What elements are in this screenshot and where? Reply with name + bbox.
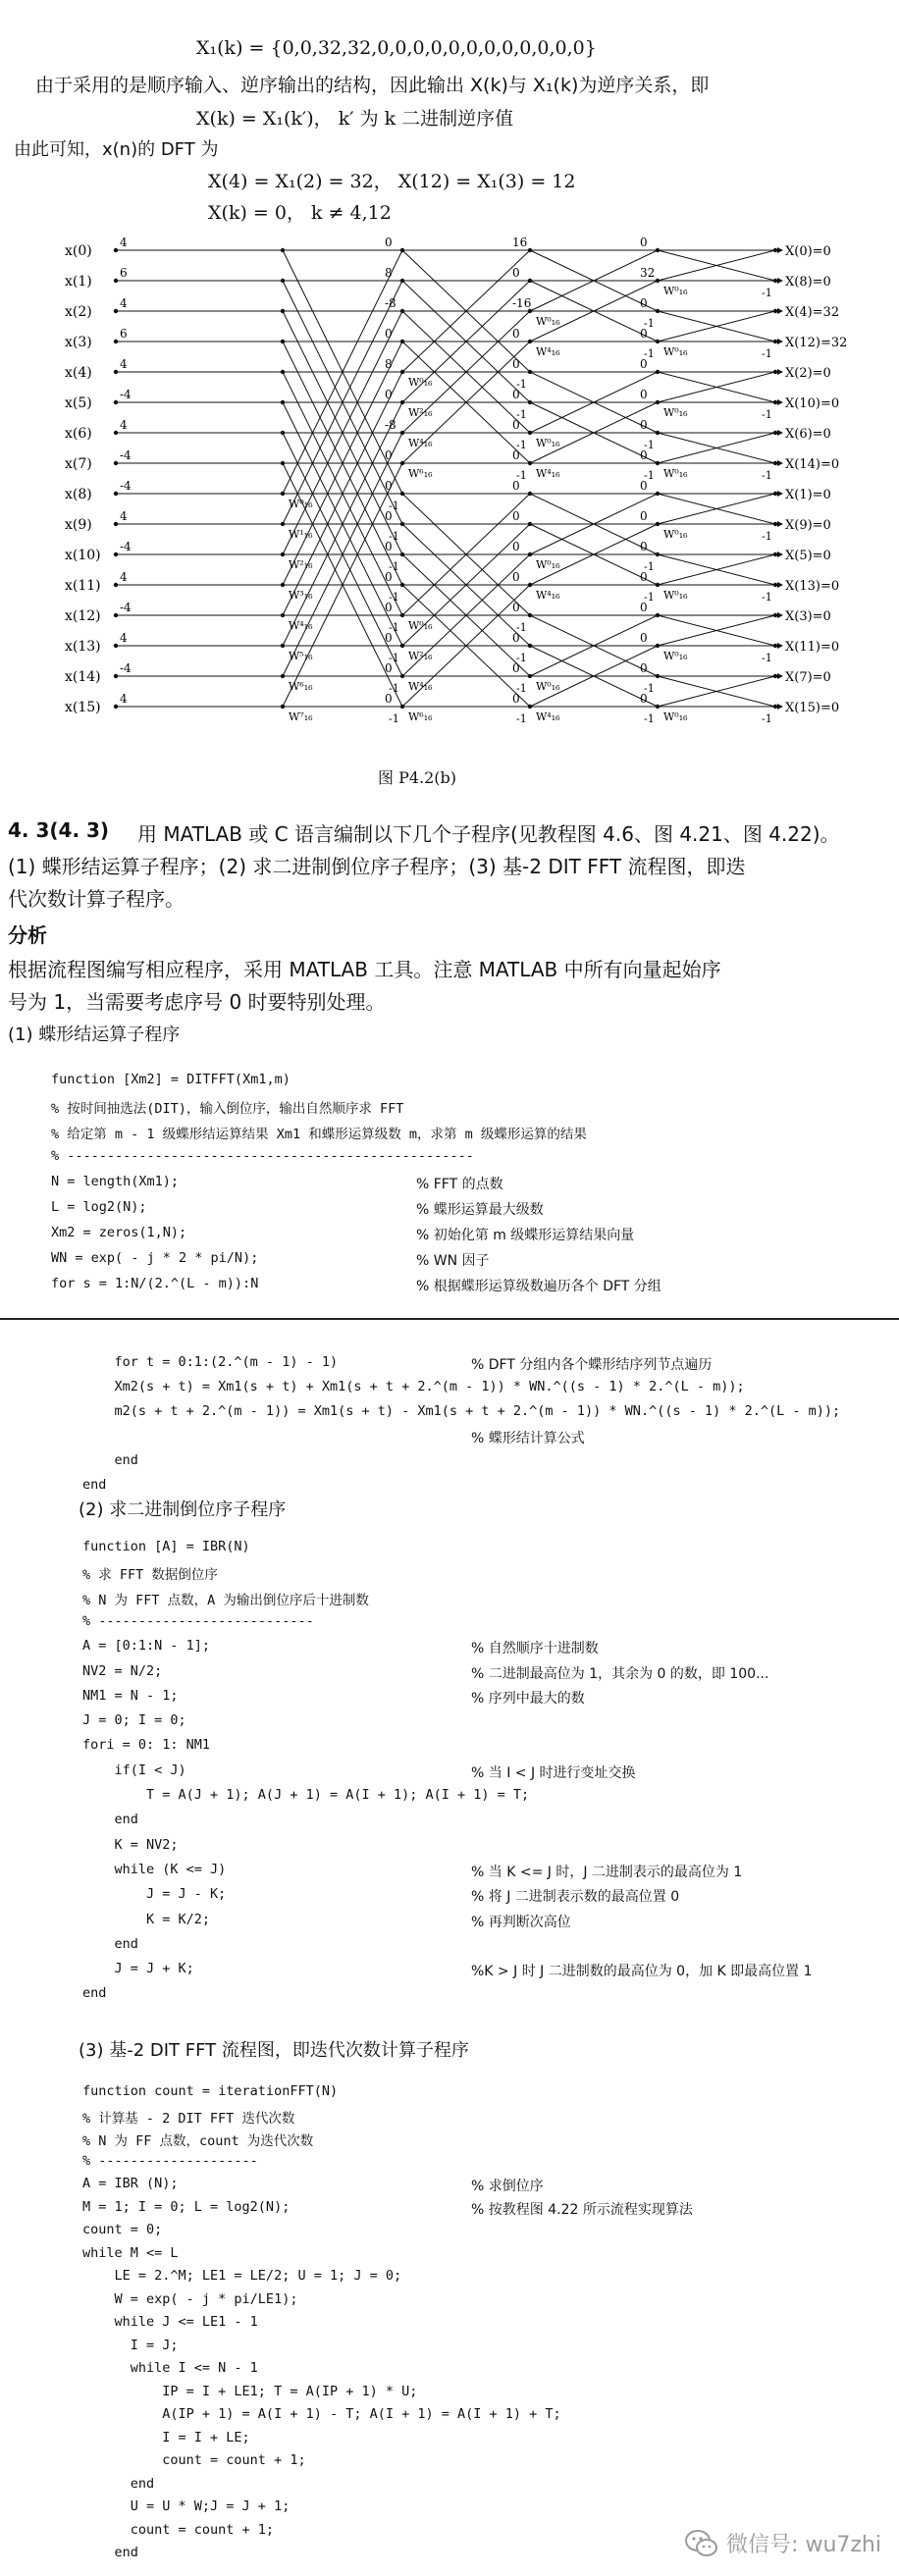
analysis-text-2: 号为 1，当需要考虑序号 0 时要特别处理。 — [8, 990, 386, 1014]
input-value: -4 — [120, 601, 132, 614]
minus-one-label: -1 — [516, 682, 527, 695]
stage-value: 0 — [385, 661, 393, 675]
arrow-head — [777, 491, 783, 497]
code-line: LE = 2.^M; LE1 = LE/2; U = 1; J = 0; — [82, 2268, 402, 2284]
page-bottom — [0, 1333, 899, 2576]
stage-value: 16 — [512, 236, 528, 249]
code-line: U = U * W;J = J + 1; — [82, 2498, 291, 2514]
minus-one-label: -1 — [644, 347, 655, 360]
minus-one-label: -1 — [644, 682, 655, 695]
minus-one-label: -1 — [389, 652, 399, 664]
stage-value: 0 — [385, 388, 393, 401]
code-comment: % 再判断次高位 — [471, 1914, 571, 1930]
arrow-head — [777, 399, 783, 405]
code-line: J = J + K; — [82, 1961, 194, 1977]
text-dft-intro: 由此可知，x(n)的 DFT 为 — [14, 139, 219, 160]
stage-value: 0 — [512, 509, 520, 523]
stage-value: 8 — [385, 357, 393, 371]
code-line: A = [0:1:N - 1]; — [82, 1638, 211, 1655]
input-value: 4 — [120, 357, 128, 371]
output-label: X(9)=0 — [785, 518, 831, 533]
input-label: x(9) — [65, 517, 92, 533]
stage-value: 0 — [512, 357, 520, 371]
code-line: m2(s + t + 2.^(m - 1)) = Xm1(s + t) - Xm1(s + t + 2.^(m - 1)) * WN.^((s - 1) * 2.^(L - m)); — [82, 1403, 841, 1419]
code-line: fori = 0: 1: NM1 — [82, 1737, 211, 1754]
code-comment: % 二进制最高位为 1，其余为 0 的数，即 100... — [471, 1665, 769, 1682]
minus-one-label: -1 — [644, 712, 655, 725]
stage-value: 0 — [640, 327, 648, 341]
minus-one-label: -1 — [516, 712, 527, 725]
code-line: J = J - K; — [82, 1886, 227, 1903]
code-line: A = IBR (N); — [82, 2176, 179, 2191]
code-line: while M <= L — [82, 2244, 179, 2261]
input-value: 4 — [120, 296, 128, 310]
input-label: x(15) — [65, 700, 101, 715]
arrow-head — [777, 704, 783, 710]
page-divider — [0, 1318, 899, 1320]
code-comment: % DFT 分组内各个蝶形结序列节点遍历 — [471, 1357, 713, 1373]
input-label: x(5) — [65, 395, 92, 411]
input-value: -4 — [120, 661, 132, 675]
minus-one-label: -1 — [762, 469, 772, 482]
stage-value: -8 — [385, 418, 397, 432]
code-line: while J <= LE1 - 1 — [82, 2314, 258, 2330]
wechat-icon — [685, 2529, 718, 2558]
minus-one-label: -1 — [762, 591, 772, 604]
twiddle-factor: W⁰₁₆ — [663, 285, 688, 297]
analysis-title: 分析 — [8, 923, 47, 947]
equation-relation: X(k) = X₁(k′)， k′ 为 k 二进制逆序值 — [196, 108, 514, 130]
code-comment: % 求倒位序 — [471, 2179, 544, 2194]
minus-one-label: -1 — [516, 621, 527, 634]
arrow-head — [777, 308, 783, 314]
twiddle-factor: W⁰₁₆ — [663, 406, 688, 419]
arrow-head — [777, 612, 783, 618]
watermark — [685, 2528, 881, 2558]
twiddle-factor: W⁷₁₆ — [289, 710, 313, 723]
stage-value: 0 — [640, 692, 648, 706]
input-label: x(2) — [65, 304, 92, 320]
minus-one-label: -1 — [516, 408, 527, 421]
stage-value: 0 — [512, 327, 520, 341]
minus-one-label: -1 — [516, 378, 527, 391]
twiddle-factor: W²₁₆ — [408, 406, 433, 419]
stage-value: 0 — [512, 601, 520, 614]
output-label: X(1)=0 — [785, 488, 831, 502]
arrow-head — [777, 521, 783, 527]
code-comment: % 序列中最大的数 — [471, 1690, 585, 1707]
analysis-text-1: 根据流程图编写相应程序，采用 MATLAB 工具。注意 MATLAB 中所有向量起始序 — [8, 958, 721, 981]
twiddle-factor: W⁶₁₆ — [408, 710, 433, 723]
equation-dft-zero: X(k) = 0， k ≠ 4,12 — [208, 202, 392, 224]
equation-x1-values: X₁(k) = {0,0,32,32,0,0,0,0,0,0,0,0,0,0,0,0} — [196, 37, 597, 59]
code-line: M = 1; I = 0; L = log2(N); — [82, 2198, 291, 2215]
input-label: x(14) — [65, 669, 101, 685]
input-value: 6 — [120, 266, 128, 280]
stage-value: 0 — [512, 692, 520, 706]
stage-value: 0 — [640, 540, 648, 553]
code-line: A(IP + 1) = A(I + 1) - T; A(I + 1) = A(I + 1) + T; — [82, 2406, 561, 2422]
code-comment: % 将 J 二进制表示数的最高位置 0 — [471, 1889, 680, 1906]
stage-value: 0 — [512, 479, 520, 493]
problem-text-1: 用 MATLAB 或 C 语言编制以下几个子程序(见教程图 4.6、图 4.21、图 4.22)。 — [137, 822, 840, 846]
arrow-head — [777, 552, 783, 557]
code-line: function [Xm2] = DITFFT(Xm1,m) — [51, 1072, 291, 1087]
input-label: x(12) — [65, 608, 101, 624]
code-line: while I <= N - 1 — [82, 2360, 258, 2376]
twiddle-factor: W⁰₁₆ — [663, 710, 688, 723]
code-line: % -------------------- — [82, 2152, 258, 2169]
arrow-head — [777, 339, 783, 344]
code-comment: % 蝶形结计算公式 — [471, 1431, 585, 1446]
minus-one-label: -1 — [762, 287, 772, 299]
output-label: X(10)=0 — [785, 396, 840, 411]
twiddle-factor: W⁰₁₆ — [663, 467, 688, 480]
input-value: -4 — [120, 479, 132, 493]
code-line: NV2 = N/2; — [82, 1662, 163, 1679]
stage-value: 0 — [385, 692, 393, 706]
minus-one-label: -1 — [762, 652, 772, 664]
code-comment: % WN 因子 — [416, 1253, 490, 1269]
stage-value: 0 — [512, 418, 520, 432]
butterfly-diagram — [0, 231, 899, 761]
stage-value: 0 — [512, 448, 520, 462]
stage-value: 0 — [385, 479, 393, 493]
code-line: K = K/2; — [82, 1911, 211, 1927]
arrow-head — [777, 278, 783, 284]
stage-value: 0 — [640, 661, 648, 675]
code-line: W = exp( - j * pi/LE1); — [82, 2290, 298, 2307]
output-label: X(12)=32 — [785, 336, 848, 350]
arrow-head — [777, 643, 783, 649]
code-comment: % 当 I < J 时进行变址交换 — [471, 1764, 636, 1781]
stage-value: 0 — [385, 601, 393, 614]
code-line: count = count + 1; — [82, 2452, 306, 2468]
stage-value: 0 — [640, 236, 648, 249]
stage-value: 32 — [640, 266, 656, 280]
code-line: count = count + 1; — [82, 2521, 275, 2538]
output-label: X(13)=0 — [785, 579, 840, 594]
output-label: X(15)=0 — [785, 701, 840, 715]
code-line: end — [82, 2545, 138, 2560]
stage-value: 0 — [640, 448, 648, 462]
stage-value: 0 — [385, 570, 393, 584]
input-label: x(11) — [65, 578, 101, 594]
input-label: x(4) — [65, 365, 92, 381]
input-value: 4 — [120, 509, 128, 523]
input-value: -4 — [120, 540, 132, 553]
twiddle-factor: W²₁₆ — [408, 650, 433, 662]
minus-one-label: -1 — [516, 439, 527, 451]
input-label: x(3) — [65, 335, 92, 350]
code-line: % 求 FFT 数据倒位序 — [82, 1567, 218, 1584]
code-comment: % 自然顺序十进制数 — [471, 1641, 599, 1657]
stage-value: 0 — [640, 388, 648, 401]
code-line: for s = 1:N/(2.^(L - m)):N — [51, 1276, 259, 1291]
minus-one-label: -1 — [389, 591, 399, 604]
input-value: 6 — [120, 327, 128, 341]
output-label: X(2)=0 — [785, 366, 831, 381]
input-label: x(10) — [65, 548, 101, 563]
twiddle-factor: W²₁₆ — [289, 558, 313, 571]
code-line: end — [82, 1935, 138, 1952]
code-comment: %K > J 时 J 二进制数的最高位为 0，加 K 即最高位置 1 — [471, 1964, 813, 1980]
input-label: x(7) — [65, 456, 92, 472]
stage-value: 0 — [512, 570, 520, 584]
output-label: X(0)=0 — [785, 244, 831, 259]
code-comment: % 根据蝶形运算级数遍历各个 DFT 分组 — [416, 1279, 661, 1294]
code-line: NM1 = N - 1; — [82, 1687, 179, 1704]
code-line: end — [82, 1452, 138, 1468]
output-label: X(5)=0 — [785, 549, 831, 563]
twiddle-factor: W⁴₁₆ — [536, 467, 560, 480]
equation-dft-values: X(4) = X₁(2) = 32， X(12) = X₁(3) = 12 — [208, 171, 576, 192]
twiddle-factor: W⁴₁₆ — [408, 680, 433, 693]
twiddle-factor: W⁰₁₆ — [289, 498, 313, 510]
code-line: end — [82, 1812, 138, 1828]
minus-one-label: -1 — [644, 469, 655, 482]
code-comment: % 当 K <= J 时，J 二进制表示的最高位为 1 — [471, 1864, 743, 1880]
twiddle-factor: W⁴₁₆ — [408, 437, 433, 449]
code-line: N = length(Xm1); — [51, 1174, 180, 1189]
arrow-head — [777, 460, 783, 466]
watermark-text: 微信号: wu7zhi — [726, 2533, 881, 2557]
stage-value: -16 — [512, 296, 532, 310]
input-value: 4 — [120, 631, 128, 645]
minus-one-label: -1 — [762, 530, 772, 543]
input-value: 4 — [120, 418, 128, 432]
twiddle-factor: W⁰₁₆ — [663, 345, 688, 358]
input-label: x(6) — [65, 426, 92, 442]
subsection-3-title: (3) 基-2 DIT FFT 流程图，即迭代次数计算子程序 — [79, 2040, 469, 2061]
output-label: X(11)=0 — [785, 640, 840, 655]
minus-one-label: -1 — [389, 530, 399, 543]
stage-value: 0 — [512, 266, 520, 280]
code-line: count = 0; — [82, 2222, 163, 2237]
stage-value: 0 — [640, 601, 648, 614]
code-comment: % 初始化第 m 级蝶形运算结果向量 — [416, 1228, 635, 1243]
twiddle-factor: W⁰₁₆ — [663, 589, 688, 602]
arrow-head — [777, 673, 783, 679]
output-label: X(8)=0 — [785, 275, 831, 289]
minus-one-label: -1 — [389, 621, 399, 634]
arrow-head — [777, 369, 783, 375]
code-comment: % 蝶形运算最大级数 — [416, 1202, 544, 1218]
code-line: function count = iterationFFT(N) — [82, 2083, 339, 2099]
minus-one-label: -1 — [644, 560, 655, 573]
problem-number: 4. 3(4. 3) — [8, 818, 110, 842]
code-line: % --------------------------- — [82, 1612, 314, 1629]
minus-one-label: -1 — [762, 408, 772, 421]
stage-value: 0 — [640, 631, 648, 645]
code-line: IP = I + LE1; T = A(IP + 1) * U; — [82, 2383, 418, 2399]
butterfly-figure — [0, 231, 899, 761]
code-line: J = 0; I = 0; — [82, 1712, 186, 1729]
code-line: for t = 0:1:(2.^(m - 1) - 1) — [82, 1354, 339, 1370]
problem-text-3: 代次数计算子程序。 — [8, 887, 185, 911]
twiddle-factor: W⁰₁₆ — [408, 376, 433, 389]
stage-value: 0 — [640, 357, 648, 371]
input-value: 4 — [120, 570, 128, 584]
stage-value: -8 — [385, 296, 397, 310]
arrow-head — [777, 430, 783, 436]
stage-value: 0 — [640, 418, 648, 432]
arrow-head — [777, 247, 783, 253]
stage-value: 0 — [385, 540, 393, 553]
code-line: while (K <= J) — [82, 1861, 227, 1877]
twiddle-factor: W⁵₁₆ — [289, 650, 313, 662]
minus-one-label: -1 — [644, 317, 655, 330]
minus-one-label: -1 — [762, 347, 772, 360]
code-line: K = NV2; — [82, 1836, 179, 1853]
code-comment: % FFT 的点数 — [416, 1177, 503, 1192]
code-comment: % 按教程图 4.22 所示流程实现算法 — [471, 2201, 693, 2218]
twiddle-factor: W⁴₁₆ — [536, 589, 560, 602]
twiddle-factor: W⁰₁₆ — [536, 558, 560, 571]
code-line: I = J; — [82, 2337, 179, 2353]
twiddle-factor: W⁴₁₆ — [536, 345, 560, 358]
twiddle-factor: W⁰₁₆ — [536, 437, 560, 449]
output-label: X(3)=0 — [785, 609, 831, 624]
subsection-1-title: (1) 蝶形结运算子程序 — [8, 1025, 181, 1045]
minus-one-label: -1 — [389, 682, 399, 695]
minus-one-label: -1 — [389, 560, 399, 573]
output-label: X(4)=32 — [785, 305, 840, 320]
code-line: % N 为 FFT 点数，A 为输出倒位序后十进制数 — [82, 1592, 369, 1608]
stage-value: 0 — [385, 631, 393, 645]
code-line: end — [82, 2475, 155, 2492]
stage-value: 0 — [385, 509, 393, 523]
stage-value: 0 — [512, 388, 520, 401]
code-line: WN = exp( - j * 2 * pi/N); — [51, 1250, 259, 1266]
code-line: % 计算基 - 2 DIT FFT 迭代次数 — [82, 2110, 295, 2127]
figure-caption: 图 P4.2(b) — [378, 768, 457, 787]
stage-value: 0 — [640, 479, 648, 493]
stage-value: 0 — [385, 448, 393, 462]
minus-one-label: -1 — [516, 469, 527, 482]
code-line: % 给定第 m - 1 级蝶形结运算结果 Xm1 和蝶形运算级数 m，求第 m 级蝶形运算的结果 — [51, 1127, 587, 1142]
output-label: X(6)=0 — [785, 427, 831, 442]
code-line: L = log2(N); — [51, 1199, 147, 1215]
code-line: T = A(J + 1); A(J + 1) = A(I + 1); A(I + 1) = T; — [82, 1787, 530, 1803]
twiddle-factor: W⁶₁₆ — [408, 467, 433, 480]
input-label: x(0) — [65, 243, 92, 259]
stage-value: 0 — [640, 509, 648, 523]
twiddle-factor: W⁶₁₆ — [289, 680, 313, 693]
input-value: -4 — [120, 388, 132, 401]
output-label: X(14)=0 — [785, 457, 840, 472]
twiddle-factor: W⁰₁₆ — [536, 315, 560, 328]
code-line: if(I < J) — [82, 1761, 186, 1778]
twiddle-factor: W⁰₁₆ — [536, 680, 560, 693]
problem-text-2: (1) 蝶形结运算子程序；(2) 求二进制倒位序子程序；(3) 基-2 DIT FFT 流程图，即迭 — [8, 855, 746, 878]
twiddle-factor: W⁰₁₆ — [663, 528, 688, 541]
code-line: % 按时间抽选法(DIT)，输入倒位序，输出自然顺序求 FFT — [51, 1101, 404, 1117]
code-line: function [A] = IBR(N) — [82, 1539, 250, 1554]
input-value: 4 — [120, 692, 128, 706]
arrow-head — [777, 582, 783, 588]
minus-one-label: -1 — [516, 652, 527, 664]
input-value: 4 — [120, 236, 128, 249]
twiddle-factor: W³₁₆ — [289, 589, 313, 602]
minus-one-label: -1 — [389, 499, 399, 512]
input-label: x(1) — [65, 274, 92, 289]
code-line: end — [82, 1985, 107, 2002]
code-line: I = I + LE; — [82, 2429, 250, 2445]
stage-value: 0 — [640, 296, 648, 310]
minus-one-label: -1 — [644, 591, 655, 604]
stage-value: 0 — [385, 236, 393, 249]
stage-value: 0 — [512, 540, 520, 553]
twiddle-factor: W⁰₁₆ — [408, 619, 433, 632]
code-line: Xm2 = zeros(1,N); — [51, 1225, 187, 1240]
code-line: end — [82, 1477, 107, 1493]
minus-one-label: -1 — [762, 712, 772, 725]
twiddle-factor: W¹₁₆ — [289, 528, 313, 541]
stage-value: 8 — [385, 266, 393, 280]
twiddle-factor: W⁰₁₆ — [663, 650, 688, 662]
twiddle-factor: W⁴₁₆ — [289, 619, 313, 632]
subsection-2-title: (2) 求二进制倒位序子程序 — [79, 1499, 287, 1520]
code-line: Xm2(s + t) = Xm1(s + t) + Xm1(s + t + 2.^(m - 1)) * WN.^((s - 1) * 2.^(L - m)); — [82, 1379, 745, 1394]
minus-one-label: -1 — [644, 439, 655, 451]
output-label: X(7)=0 — [785, 670, 831, 685]
stage-value: 0 — [512, 661, 520, 675]
text-relation: 由于采用的是顺序输入、逆序输出的结构，因此输出 X(k)与 X₁(k)为逆序关系，即 — [35, 75, 710, 96]
minus-one-label: -1 — [389, 712, 399, 725]
twiddle-factor: W⁴₁₆ — [536, 710, 560, 723]
code-line: % N 为 FF 点数，count 为迭代次数 — [82, 2133, 314, 2149]
code-line: % --------------------------------------------------- — [51, 1148, 474, 1164]
stage-value: 0 — [385, 327, 393, 341]
stage-value: 0 — [512, 631, 520, 645]
input-value: -4 — [120, 448, 132, 462]
stage-value: 0 — [640, 570, 648, 584]
input-label: x(13) — [65, 639, 101, 655]
input-label: x(8) — [65, 487, 92, 502]
